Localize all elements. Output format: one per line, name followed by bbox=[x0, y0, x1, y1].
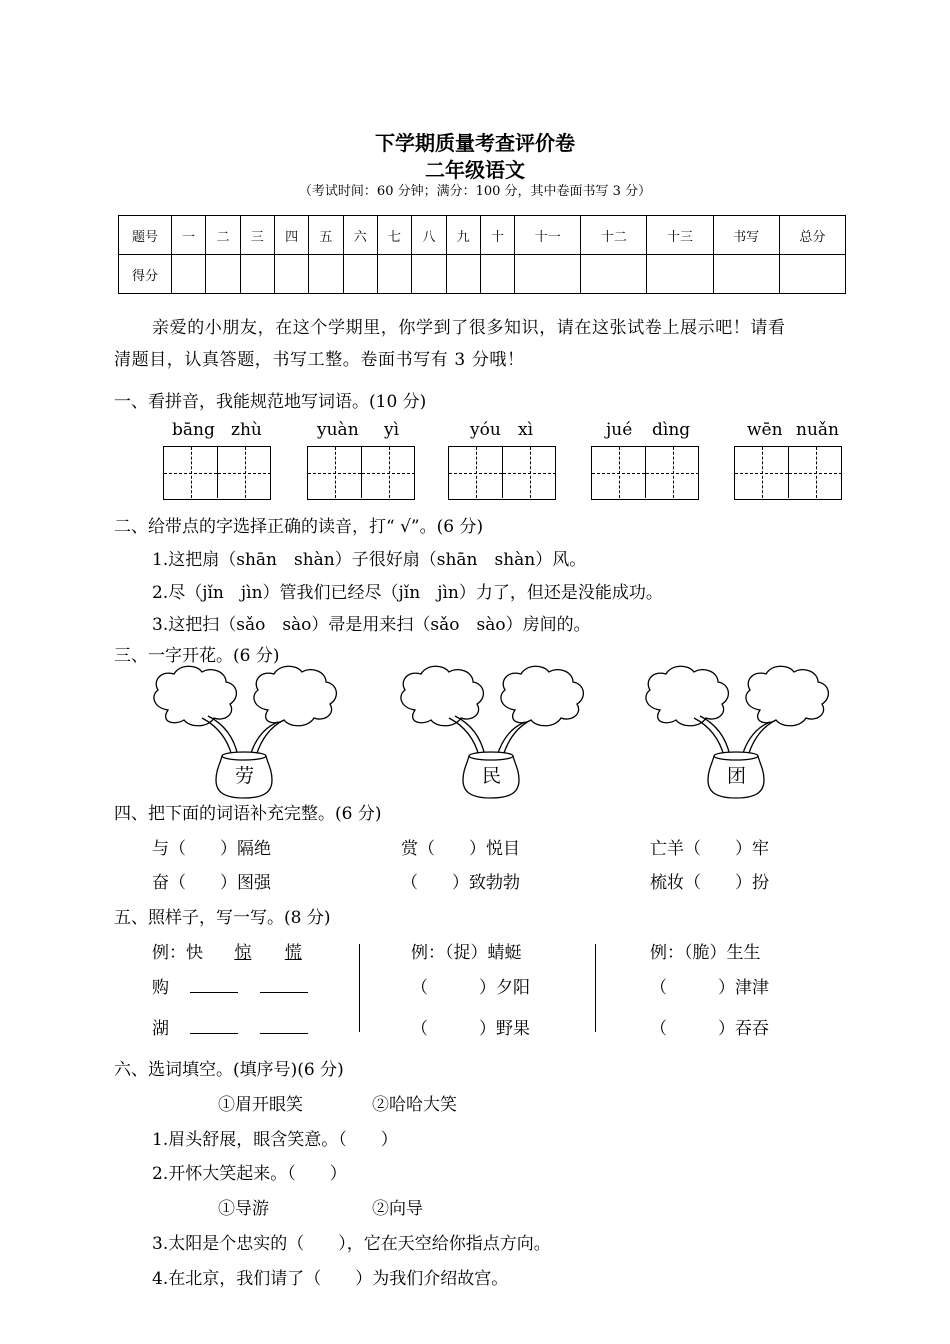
score-row-label: 得分 bbox=[119, 255, 172, 294]
idiom-item: 与（ ）隔绝 bbox=[152, 839, 271, 859]
q6-option: ②哈哈大笑 bbox=[372, 1095, 457, 1115]
q2-item-3: 3.这把扫（sǎo sào）帚是用来扫（sǎo sào）房间的。 bbox=[152, 615, 591, 635]
q5-example-label: 例：快 bbox=[152, 943, 203, 963]
column-divider bbox=[595, 944, 596, 1032]
q6-title: 六、选词填空。(填序号)(6 分) bbox=[114, 1060, 344, 1080]
q5-col3-example: 例：（脆）生生 bbox=[650, 943, 761, 963]
pinyin: nuǎn bbox=[796, 420, 839, 440]
q1-title: 一、看拼音，我能规范地写词语。(10 分) bbox=[114, 392, 427, 412]
q2-item-1: 1.这把扇（shān shàn）子很好扇（shān shàn）风。 bbox=[152, 550, 587, 570]
q5-col2-item: （ ）野果 bbox=[411, 1019, 530, 1039]
score-header-cell: 题号 bbox=[119, 216, 172, 255]
column-divider bbox=[359, 944, 360, 1032]
answer-blank[interactable] bbox=[260, 1019, 308, 1034]
idiom-item: 奋（ ）图强 bbox=[152, 873, 271, 893]
idiom-item: 赏（ ）悦目 bbox=[401, 839, 520, 859]
exam-note: （考试时间：60 分钟；满分：100 分，其中卷面书写 3 分） bbox=[298, 184, 652, 199]
q5-example-word-1: 惊 bbox=[234, 943, 252, 963]
q2-title: 二、给带点的字选择正确的读音，打“ √”。(6 分) bbox=[114, 517, 484, 537]
pinyin: yuàn bbox=[317, 420, 359, 440]
pinyin: yóu bbox=[470, 420, 501, 440]
q5-col1-item bbox=[152, 973, 308, 998]
score-header-cell: 十三 bbox=[647, 216, 713, 255]
q5-col3-item: （ ）吞吞 bbox=[650, 1019, 769, 1039]
q6-option: ①导游 bbox=[218, 1199, 269, 1219]
q6-item-4: 4.在北京，我们请了（ ）为我们介绍故宫。 bbox=[152, 1269, 509, 1289]
pinyin: dìng bbox=[652, 420, 691, 440]
pinyin: yì bbox=[384, 420, 400, 440]
q6-option: ②向导 bbox=[372, 1199, 423, 1219]
q5-col2-example: 例：（捉）蜻蜓 bbox=[411, 943, 522, 963]
score-header-cell: 九 bbox=[446, 216, 480, 255]
intro-line-1: 亲爱的小朋友，在这个学期里，你学到了很多知识，请在这张试卷上展示吧！请看 bbox=[152, 318, 786, 338]
score-header-cell: 总分 bbox=[779, 216, 845, 255]
q5-char: 湖 bbox=[152, 1019, 169, 1039]
score-header-cell: 十一 bbox=[515, 216, 581, 255]
pinyin: zhù bbox=[231, 420, 262, 440]
pinyin: jué bbox=[606, 420, 633, 440]
score-header-cell: 十二 bbox=[581, 216, 647, 255]
pot-char-3: 团 bbox=[727, 765, 747, 787]
q5-char: 购 bbox=[152, 978, 169, 998]
pinyin: wēn bbox=[747, 420, 783, 440]
q6-option: ①眉开眼笑 bbox=[218, 1095, 303, 1115]
intro-line-2: 清题目，认真答题，书写工整。卷面书写有 3 分哦！ bbox=[114, 350, 525, 370]
score-header-cell: 六 bbox=[343, 216, 377, 255]
answer-blank[interactable] bbox=[260, 978, 308, 993]
q5-col3-item: （ ）津津 bbox=[650, 978, 769, 998]
answer-blank[interactable] bbox=[190, 978, 238, 993]
score-header-cell: 二 bbox=[206, 216, 240, 255]
score-header-cell: 五 bbox=[309, 216, 343, 255]
idiom-item: 梳妆（ ）扮 bbox=[650, 873, 769, 893]
q5-col1-item bbox=[152, 1014, 308, 1039]
pot-char-2: 民 bbox=[482, 765, 502, 787]
q6-item-3: 3.太阳是个忠实的（ ），它在天空给你指点方向。 bbox=[152, 1234, 551, 1254]
grade-title: 二年级语文 bbox=[425, 158, 525, 182]
q5-example-word-2: 慌 bbox=[284, 943, 302, 963]
idiom-item: （ ）致勃勃 bbox=[401, 873, 520, 893]
q2-item-2: 2.尽（jǐn jìn）管我们已经尽（jǐn jìn）力了，但还是没能成功。 bbox=[152, 583, 663, 603]
score-header-cell: 三 bbox=[240, 216, 274, 255]
score-header-cell: 书写 bbox=[713, 216, 779, 255]
pinyin: xì bbox=[518, 420, 534, 440]
q5-title: 五、照样子，写一写。(8 分) bbox=[114, 908, 331, 928]
score-header-cell: 十 bbox=[480, 216, 514, 255]
q6-item-2: 2.开怀大笑起来。（ ） bbox=[152, 1164, 347, 1184]
idiom-item: 亡羊（ ）牢 bbox=[650, 839, 769, 859]
q5-col1-example bbox=[152, 938, 302, 963]
q6-item-1: 1.眉头舒展，眼含笑意。（ ） bbox=[152, 1130, 398, 1150]
q4-title: 四、把下面的词语补充完整。(6 分) bbox=[114, 804, 382, 824]
page-title: 下学期质量考查评价卷 bbox=[375, 131, 575, 155]
score-header-cell: 七 bbox=[377, 216, 411, 255]
answer-blank[interactable] bbox=[190, 1019, 238, 1034]
score-header-cell: 一 bbox=[172, 216, 206, 255]
score-header-cell: 八 bbox=[412, 216, 446, 255]
score-header-cell: 四 bbox=[274, 216, 308, 255]
pot-char-1: 劳 bbox=[235, 765, 255, 787]
q5-col2-item: （ ）夕阳 bbox=[411, 978, 530, 998]
pinyin: bāng bbox=[172, 420, 215, 440]
q3-title: 三、一字开花。(6 分) bbox=[114, 646, 280, 666]
